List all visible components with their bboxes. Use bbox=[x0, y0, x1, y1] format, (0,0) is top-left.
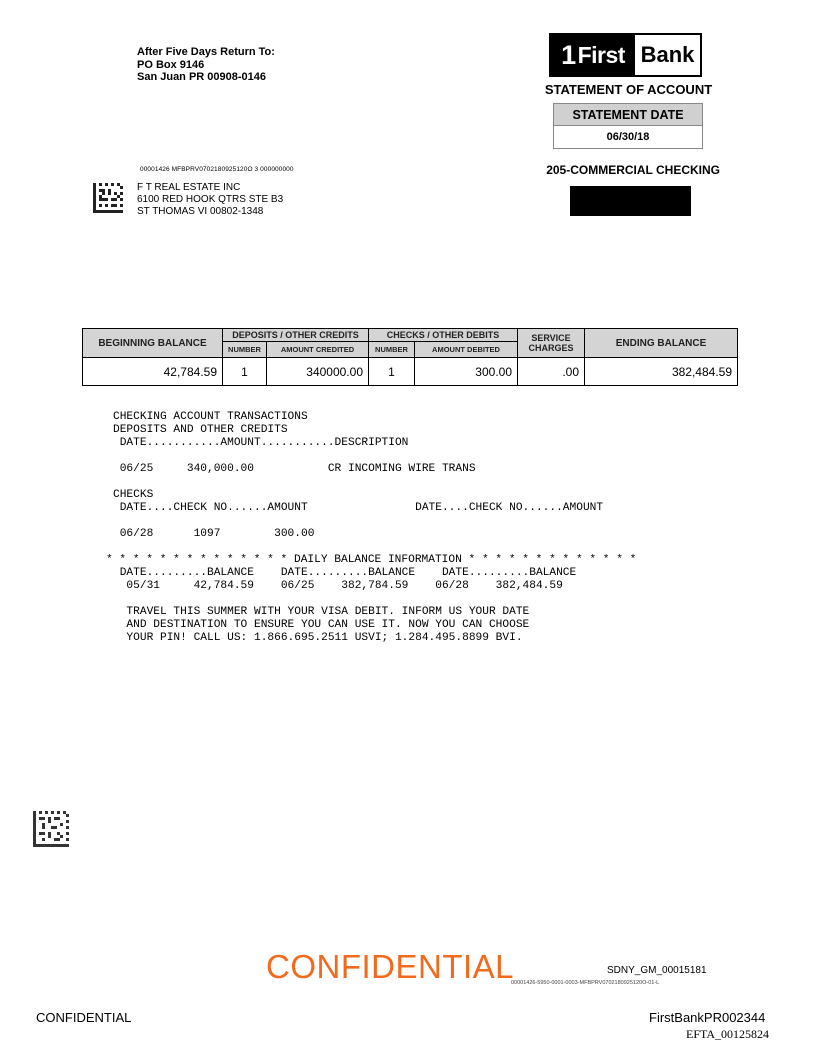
addressee-name: F T REAL ESTATE INC bbox=[137, 182, 241, 193]
efta-number: EFTA_00125824 bbox=[686, 1027, 770, 1041]
statement-title: STATEMENT OF ACCOUNT bbox=[544, 82, 713, 97]
statement-date-label: STATEMENT DATE bbox=[554, 104, 702, 126]
header-beginning-balance: BEGINNING BALANCE bbox=[83, 329, 223, 358]
confidential-stamp: CONFIDENTIAL bbox=[266, 948, 515, 985]
logo-first-block bbox=[551, 35, 635, 75]
daily-balance-row: 05/31 42,784.59 06/25 382,784.59 06/28 382,484.59 bbox=[113, 580, 563, 592]
summary-values-row bbox=[83, 358, 738, 386]
header-checks: CHECKS / OTHER DEBITS bbox=[369, 329, 518, 342]
check-row: 06/28 1097 300.00 bbox=[113, 528, 315, 540]
confidential-label: CONFIDENTIAL bbox=[36, 1010, 132, 1025]
logo-number: 1 bbox=[561, 39, 576, 70]
sdny-bates: SDNY_GM_00015181 bbox=[607, 965, 707, 976]
logo-first-text: First bbox=[577, 41, 625, 68]
checks-title: CHECKS bbox=[113, 489, 154, 501]
return-address-line3: San Juan PR 00908-0146 bbox=[137, 71, 267, 83]
header-service-charges: SERVICE CHARGES bbox=[518, 329, 585, 358]
logo-bank-text: Bank bbox=[640, 42, 695, 67]
bates-number: FirstBankPR002344 bbox=[649, 1010, 766, 1025]
checks-header: DATE....CHECK NO......AMOUNT DATE....CHECK NO......AMOUNT bbox=[113, 502, 604, 514]
deposits-header: DATE...........AMOUNT...........DESCRIPTION bbox=[113, 437, 409, 449]
header-deposit-number: NUMBER bbox=[223, 342, 267, 358]
value-deposit-number: 1 bbox=[223, 358, 267, 386]
summary-header-row bbox=[83, 329, 738, 342]
value-service-charges: .00 bbox=[518, 358, 585, 386]
value-amount-credited: 340000.00 bbox=[267, 358, 369, 386]
daily-balance-title: * * * * * * * * * * * * * * DAILY BALANCE INFORMATION * * * * * * * * * * * * * bbox=[106, 554, 637, 566]
bank-logo bbox=[549, 33, 702, 77]
return-address-line2: PO Box 9146 bbox=[137, 58, 205, 71]
header-ending-balance: ENDING BALANCE bbox=[585, 329, 738, 358]
return-address-line1: After Five Days Return To: bbox=[137, 46, 275, 58]
statement-date-value: 06/30/18 bbox=[606, 131, 650, 143]
redaction-box bbox=[570, 186, 691, 216]
mail-code: 00001426 MFBPRV0702180925120O 3 000000000 bbox=[140, 166, 294, 173]
deposits-title: DEPOSITS AND OTHER CREDITS bbox=[113, 424, 288, 436]
header-amount-credited: AMOUNT CREDITED bbox=[267, 342, 369, 358]
account-type: 205-COMMERCIAL CHECKING bbox=[546, 163, 720, 177]
value-beginning-balance: 42,784.59 bbox=[83, 358, 223, 386]
value-ending-balance: 382,484.59 bbox=[585, 358, 738, 386]
barcode-small-icon bbox=[93, 183, 123, 213]
promo-line-1: TRAVEL THIS SUMMER WITH YOUR VISA DEBIT. INFORM US YOUR DATE bbox=[113, 606, 530, 618]
addressee bbox=[137, 182, 283, 218]
value-amount-debited: 300.00 bbox=[415, 358, 518, 386]
promo-line-3: YOUR PIN! CALL US: 1.866.695.2511 USVI; 1.284.495.8899 BVI. bbox=[113, 632, 523, 644]
header-deposits: DEPOSITS / OTHER CREDITS bbox=[223, 329, 369, 342]
header-check-number: NUMBER bbox=[369, 342, 415, 358]
account-summary-table bbox=[82, 328, 738, 386]
deposit-row: 06/25 340,000.00 CR INCOMING WIRE TRANS bbox=[113, 463, 476, 475]
return-address bbox=[137, 46, 275, 84]
addressee-street: 6100 RED HOOK QTRS STE B3 bbox=[137, 194, 284, 205]
transactions-section-title: CHECKING ACCOUNT TRANSACTIONS bbox=[113, 411, 308, 423]
transaction-details bbox=[106, 411, 637, 645]
addressee-city: ST THOMAS VI 00802-1348 bbox=[137, 206, 264, 217]
statement-date-box bbox=[553, 103, 703, 149]
tiny-document-code: 00001426-5950-0001-0003-MFBPRV0702180925120O-01-L bbox=[511, 980, 660, 986]
daily-balance-header: DATE.........BALANCE DATE.........BALANCE DATE.........BALANCE bbox=[113, 567, 577, 579]
header-amount-debited: AMOUNT DEBITED bbox=[415, 342, 518, 358]
promo-line-2: AND DESTINATION TO ENSURE YOU CAN USE IT. NOW YOU CAN CHOOSE bbox=[113, 619, 530, 631]
barcode-large-icon bbox=[33, 811, 69, 847]
value-check-number: 1 bbox=[369, 358, 415, 386]
